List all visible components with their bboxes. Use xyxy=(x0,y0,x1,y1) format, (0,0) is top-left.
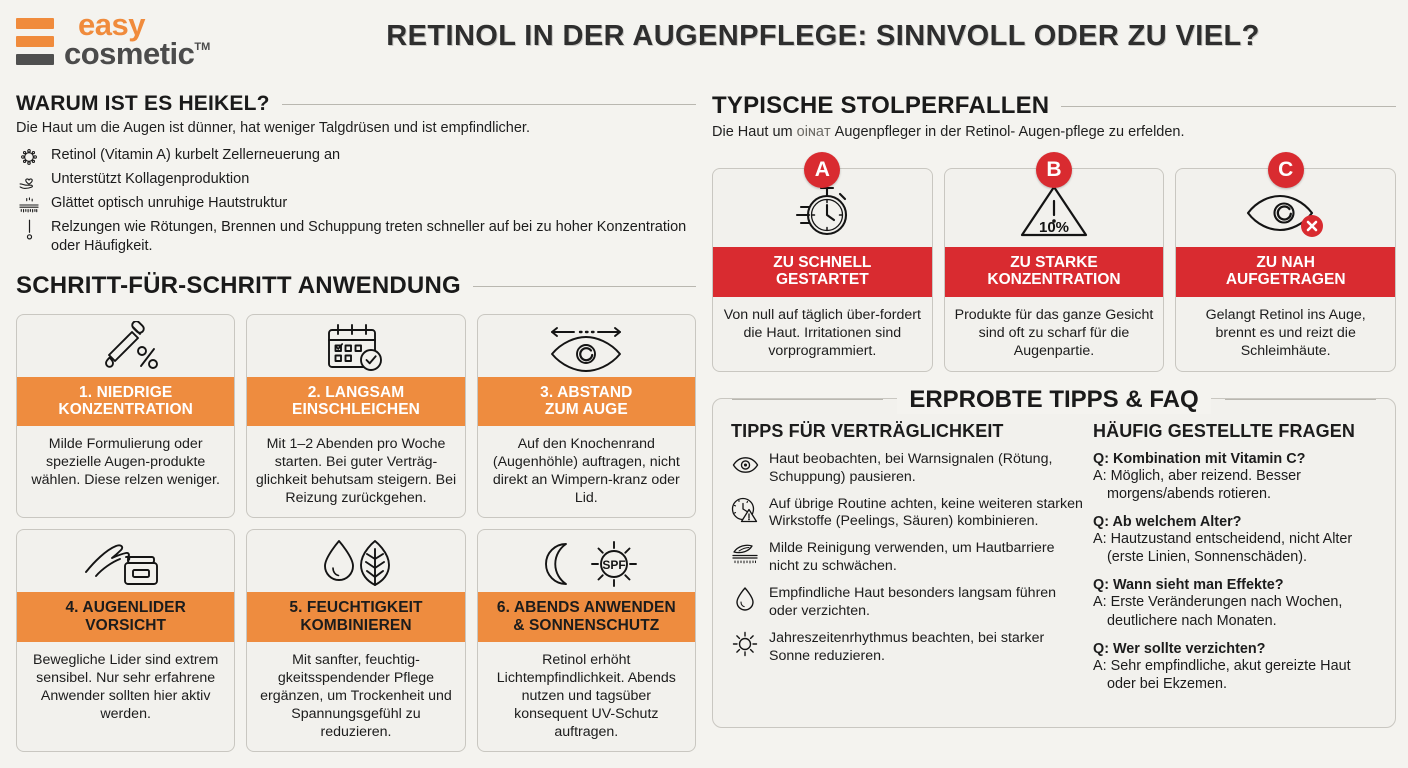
dropper-percent-icon xyxy=(17,315,234,377)
step-card-2-band xyxy=(247,377,464,426)
pitfall-c-title-line1: ZU NAH xyxy=(1256,254,1315,271)
step-card-1-title-line2: KONZENTRATION xyxy=(58,401,193,419)
page-header xyxy=(0,0,1408,86)
droplet-leaf-icon xyxy=(247,530,464,592)
tips-faq-section xyxy=(712,385,1396,728)
calendar-check-icon xyxy=(247,315,464,377)
left-column xyxy=(16,92,696,752)
pitfall-card-a[interactable] xyxy=(712,158,933,372)
pitfall-card-a-band xyxy=(713,247,932,297)
droplet-icon xyxy=(731,585,759,613)
why-bullet-list xyxy=(16,146,696,256)
list-item-label: Auf übrige Routine achten, keine weiteren starken Wirkstoffe (Peelings, Säuren) kombinieren. xyxy=(769,495,1083,530)
pitfall-c-title-line2: AUFGETRAGEN xyxy=(1225,271,1346,289)
step-card-3-band xyxy=(478,377,695,426)
header-rule xyxy=(282,104,696,105)
step-card-5-body: Mit sanfter, feuchtig-gkeitsspendender Pflege ergänzen, um Trockenheit und Spannungsgefühl zu reduzieren. xyxy=(260,651,452,740)
header-rule-right xyxy=(1225,399,1376,400)
step-card-6[interactable] xyxy=(477,529,696,751)
step-card-1-title-line1: 1. NIEDRIGE xyxy=(79,384,173,402)
faq-question: Q: Kombination mit Vitamin C? xyxy=(1093,450,1306,467)
logo-bars-icon xyxy=(16,15,54,65)
pitfall-card-c-body: Gelangt Retinol ins Auge, brennt es und reizt die Schleimhäute. xyxy=(1205,306,1366,359)
step-card-4-title-line2: VORSICHT xyxy=(85,616,167,634)
faq-question: Q: Ab welchem Alter? xyxy=(1093,514,1242,531)
header-rule xyxy=(473,286,696,287)
steps-heading: SCHRITT-FÜR-SCHRITT ANWENDUNG xyxy=(16,272,461,300)
pitfall-card-a-body: Von null auf täglich über-fordert die Haut. Irritationen sind vorprogrammiert. xyxy=(723,306,921,359)
pitfalls-subtitle-pre: Die Haut um xyxy=(712,124,797,140)
pitfall-badge-b: B xyxy=(1036,152,1072,188)
step-card-5[interactable] xyxy=(246,529,465,751)
eye-distance-icon xyxy=(478,315,695,377)
list-item xyxy=(731,585,1083,621)
pitfall-a-title-line1: ZU SCHNELL xyxy=(773,254,872,271)
list-item-label: Jahreszeitenrhythmus beachten, bei starker Sonne reduzieren. xyxy=(769,629,1045,664)
tips-heading: TIPPS FÜR VERTRÄGLICHKEIT xyxy=(731,420,1004,441)
step-card-6-band xyxy=(478,592,695,641)
brand-logo xyxy=(16,7,211,71)
pitfall-b-title-line2: KONZENTRATION xyxy=(987,271,1121,289)
why-heading: WARUM IST ES HEIKEL? xyxy=(16,92,270,115)
step-card-6-title-line1: 6. ABENDS ANWENDEN xyxy=(496,599,676,617)
step-cards-grid xyxy=(16,314,696,751)
step-card-3-body: Auf den Knochenrand (Augenhöhle) auftragen, nicht direkt an Wimpern-kranz oder Lid. xyxy=(492,436,680,507)
faq-question: Q: Wer sollte verzichten? xyxy=(1093,640,1266,657)
step-card-1[interactable] xyxy=(16,314,235,518)
pitfall-card-c[interactable] xyxy=(1175,158,1396,372)
pitfall-card-b[interactable] xyxy=(944,158,1165,372)
header-rule xyxy=(1061,106,1396,107)
list-item-label: Milde Reinigung verwenden, um Hautbarriere nicht zu schwächen. xyxy=(769,540,1055,575)
cell-renewal-icon xyxy=(16,146,42,167)
skin-texture-icon xyxy=(16,194,42,215)
logo-tm-mark: TM xyxy=(194,40,211,53)
step-card-4-band xyxy=(17,592,234,641)
step-card-6-body: Retinol erhöht Lichtempfindlichkeit. Abends nutzen und tagsüber konsequent UV-Schutz auftragen. xyxy=(496,651,676,740)
logo-easy-text: easy xyxy=(78,7,145,42)
list-item xyxy=(731,451,1083,487)
logo-cosmetic-text: cosmetic xyxy=(64,35,195,71)
step-card-3[interactable] xyxy=(477,314,696,518)
pitfalls-subtitle-post: Augenpfleger in der Retinol- Augen-pflege zu erfelden. xyxy=(830,124,1185,140)
pitfall-badge-a: A xyxy=(804,152,840,188)
step-card-2-title-line1: 2. LANGSAM xyxy=(307,384,405,402)
step-card-3-title-line1: 3. ABSTAND xyxy=(540,384,633,402)
sun-icon xyxy=(731,630,759,658)
list-item-label: Haut beobachten, bei Warnsignalen (Rötung, Schuppung) pausieren. xyxy=(769,450,1053,485)
hand-heart-collagen-icon xyxy=(16,170,42,191)
faq-answer: A: Hautzustand entscheidend, nicht Alter (erste Linien, Sonnenschäden). xyxy=(1093,531,1353,566)
step-card-1-body: Milde Formulierung oder spezielle Augen-produkte wählen. Diese relzen weniger. xyxy=(31,436,220,489)
step-card-1-band xyxy=(17,377,234,426)
logo-wordmark xyxy=(64,7,211,71)
tips-faq-heading: ERPROBTE TIPPS & FAQ xyxy=(897,386,1210,414)
pitfalls-subtitle xyxy=(712,124,1396,140)
faq-item xyxy=(1093,577,1377,629)
faq-item xyxy=(1093,514,1377,566)
exclamation-icon xyxy=(16,218,42,239)
eye-observe-icon xyxy=(731,451,759,479)
pitfalls-heading: TYPISCHE STOLPERFALLEN xyxy=(712,92,1050,119)
list-item-label: Unterstützt Kollagenproduktion xyxy=(51,171,250,187)
tips-column xyxy=(731,421,1083,715)
list-item xyxy=(731,630,1083,666)
header-rule-left xyxy=(732,399,883,400)
pitfall-a-title-line2: GESTARTET xyxy=(775,271,869,289)
faq-item xyxy=(1093,451,1377,503)
steps-section-header xyxy=(16,272,696,300)
step-card-2-title-line2: EINSCHLEICHEN xyxy=(292,401,420,419)
list-item xyxy=(16,170,696,191)
pitfall-card-b-band xyxy=(945,247,1164,297)
pitfall-b-title-line1: ZU STARKE xyxy=(1010,254,1098,271)
hand-cream-jar-icon xyxy=(17,530,234,592)
tips-faq-box xyxy=(712,398,1396,728)
right-column xyxy=(712,92,1396,728)
step-card-2-body: Mit 1–2 Abenden pro Woche starten. Bei guter Verträg-glichkeit behutsam steigern. Bei Reizung zurückgehen. xyxy=(255,436,457,507)
page-title: RETINOL IN DER AUGENPFLEGE: SINNVOLL ODER ZU VIEL? xyxy=(386,20,1260,52)
step-card-5-title-line1: 5. FEUCHTIGKEIT xyxy=(289,599,423,617)
faq-answer: A: Sehr empfindliche, akut gereizte Haut oder bei Ekzemen. xyxy=(1093,657,1351,692)
gentle-cleansing-icon xyxy=(731,540,759,568)
faq-heading: HÄUFIG GESTELLTE FRAGEN xyxy=(1093,420,1355,441)
step-card-2[interactable] xyxy=(246,314,465,518)
list-item-label: Relzungen wie Rötungen, Brennen und Schuppung treten schneller auf bei zu hoher Konzentration oder Häufigkeit. xyxy=(51,219,687,255)
list-item xyxy=(16,146,696,167)
pitfall-card-b-body: Produkte für das ganze Gesicht sind oft zu scharf für die Augenpartie. xyxy=(954,306,1154,359)
pitfall-b-icon-label: 10% xyxy=(1038,219,1069,236)
list-item-label: Retinol (Vitamin A) kurbelt Zellerneuerung an xyxy=(51,147,341,163)
tips-faq-section-header xyxy=(712,386,1396,414)
step-card-4-body: Bewegliche Lider sind extrem sensibel. Nur sehr erfahrene Anwender sollten hier aktiv werden. xyxy=(33,651,219,722)
pitfall-card-c-band xyxy=(1176,247,1395,297)
faq-answer: A: Möglich, aber reizend. Besser morgens/abends rotieren. xyxy=(1093,467,1301,502)
list-item xyxy=(731,540,1083,576)
step-card-6-title-line2: & SONNENSCHUTZ xyxy=(513,616,660,634)
list-item xyxy=(731,496,1083,532)
step-card-3-title-line2: ZUM AUGE xyxy=(544,401,628,419)
pitfall-badge-c: C xyxy=(1268,152,1304,188)
list-item xyxy=(16,194,696,215)
step-card-4[interactable] xyxy=(16,529,235,751)
faq-item xyxy=(1093,641,1377,693)
pitfall-cards-grid xyxy=(712,158,1396,372)
list-item-label: Empfindliche Haut besonders langsam führen oder verzichten. xyxy=(769,585,1057,620)
list-item xyxy=(16,218,696,256)
why-section-header xyxy=(16,92,696,116)
faq-column xyxy=(1093,421,1377,715)
step-card-5-title-line2: KOMBINIEREN xyxy=(300,616,412,634)
why-subtitle: Die Haut um die Augen ist dünner, hat weniger Talgdrüsen und ist empfindlicher. xyxy=(16,120,530,136)
faq-question: Q: Wann sieht man Effekte? xyxy=(1093,577,1284,594)
clock-warning-icon xyxy=(731,496,759,524)
svg-text:SPF: SPF xyxy=(602,558,626,573)
step-card-5-band xyxy=(247,592,464,641)
pitfalls-section-header xyxy=(712,92,1396,120)
list-item-label: Glättet optisch unruhige Hautstruktur xyxy=(51,195,288,211)
faq-answer: A: Erste Veränderungen nach Wochen, deutlichere nach Monaten. xyxy=(1093,594,1343,629)
pitfalls-subtitle-artifact: oiɴaт xyxy=(796,124,831,140)
step-card-4-title-line1: 4. AUGENLIDER xyxy=(65,599,186,617)
moon-spf-sun-icon xyxy=(478,530,695,592)
